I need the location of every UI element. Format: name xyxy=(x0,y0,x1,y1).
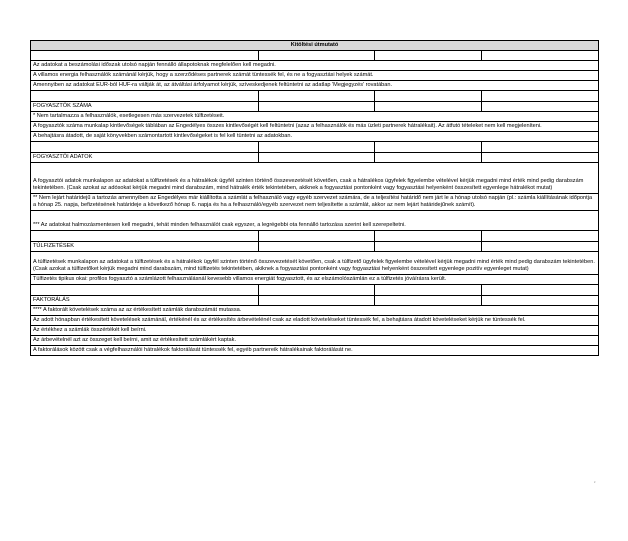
section-title: FAKTORÁLÁS xyxy=(31,296,259,305)
fogyasztoi-text: A fogyasztói adatok munkalapon az adatokat a túlfizetések és a hátralékok ügyfél szinten történő összevezetését követően, csak a hátralékos ügyfelek figyelembe vételével kérjük megadni mind érték mind pedig darabszám tekintetében. (Csak azokat az adósokat kérjük megadni mind darabszám, mind hátralék érték tekintetében, akiknek a fogyasztási pontonként vagy fogyasztási helyenként összesített egyenlege hátralékot mutat) xyxy=(33,178,584,191)
fogyasztoi-text: *** Az adatokat halmozásmentesen kell megadni, tehát minden felhasználót csak egyszer, a legrégebbi ota fennálló tartozása szerint kell szerepeltetni. xyxy=(33,222,406,228)
tulfizetesek-text: A túlfizetések munkalapon az adatokat a túlfizetések és a hátralékok ügyfél szinten történő összevezetését követően, csak a túlfizető ügyfelek figyelembe vételével kérjük megadni mind érték mind pedig darabszám tekintetében. (Csak azokat a túlfizetőket kérjük megadni mind darabszám, mind túlfizetés tekintetében, akiknek a fogyasztási pontonként vagy fogyasztási helyenként összesített egyenlege pozitív egyenleget mutat) xyxy=(33,259,595,272)
fogyasztoi-line: ** Nem lejárt határidejű a tartozás amennyiben az Engedélyes már kiállította a számlát a felhasználó vagy egyéb szervezet számára, de a teljesítési határidő nem járt le a hónap utolsó napján (pl.: számla kiállításának időpontja a hónap 25. napja, befizetésének határideje a következő hónap 6. napja és ha a felhasználó/egyéb szervezet nem teljesítette a számlát, akkor az nem lejárt határidejűnek számít). xyxy=(33,195,593,208)
instructions-sheet xyxy=(30,40,599,356)
section-title: FOGYASZTÓI ADATOK xyxy=(31,153,259,162)
tulfizetesek-line: Túlfizetés tipikus okai: profilos fogyasztó a számlázott felhasználásnál kevesebb villamos energiát fogyasztott, és az elszámolószámlán ez a túlfizetés jóváírásra került. xyxy=(33,276,447,282)
tulfizetesek-line xyxy=(31,252,598,274)
section-header-tulfizetesek xyxy=(31,242,598,252)
faktoralas-line: **** A faktorált követelések száma az az értékesített számlák darabszámát mutassa. xyxy=(33,307,242,313)
section-header-fogyasztoi xyxy=(31,153,598,163)
tulfizetesek-row xyxy=(31,275,598,285)
faktoralas-row xyxy=(31,336,598,346)
blank-row xyxy=(31,142,598,153)
fogyasztoi-line xyxy=(31,211,598,230)
intro-row xyxy=(31,71,598,81)
fogyasztoi-row xyxy=(31,163,598,194)
intro-line: Amennyiben az adatokat EUR-ból HUF-ra váltják át, az átváltási árfolyamot kérjük, szíveskedjenek feltüntetni az adatlap 'Megjegyzés' rovatában. xyxy=(33,82,393,88)
blank-row xyxy=(31,91,598,102)
section-header-fogyasztok xyxy=(31,102,598,112)
faktoralas-row xyxy=(31,306,598,316)
fogyasztok-line: A fogyasztók száma munkalap kintlevőségek táblában az Engedélyes összes kintlevőségét kell feltüntetni (azaz a felhasználók és más üzleti partnerek hátralékait). Az átfutó tételeket nem kell megjeleníteni. xyxy=(33,123,542,129)
faktoralas-line: Az értékhez a számlák összértékét kell beírni. xyxy=(33,327,147,333)
faktoralas-row xyxy=(31,316,598,326)
fogyasztok-row xyxy=(31,132,598,142)
intro-line: Az adatokat a beszámolási időszak utolsó napján fennálló állapotoknak megfelelően kell megadni. xyxy=(33,62,276,68)
blank-row xyxy=(31,51,598,61)
faktoralas-line: Az adott hónapban értékesített követelések számánál, értékénél és az értékesítés árbevételénél csak az eladott követeléseket tüntessék fel, a behajtásra átadott követeléseket kérjük ne tüntessék fel. xyxy=(33,317,526,323)
page-marker: ir xyxy=(594,480,596,484)
fogyasztoi-row xyxy=(31,194,598,211)
intro-row xyxy=(31,81,598,91)
intro-line: A villamos energia felhasználók számánál kérjük, hogy a szerződéses partnerek számát tüntessék fel, és ne a fogyasztási helyek számát. xyxy=(33,72,374,78)
fogyasztok-row xyxy=(31,112,598,122)
tulfizetesek-row xyxy=(31,252,598,275)
blank-row xyxy=(31,231,598,242)
section-header-faktoralas xyxy=(31,296,598,306)
faktoralas-row xyxy=(31,326,598,336)
sheet-title-row xyxy=(31,41,598,51)
section-title: TÚLFIZETÉSEK xyxy=(31,242,259,251)
sheet-title: Kitöltési útmutató xyxy=(290,42,339,48)
blank-row xyxy=(31,285,598,296)
fogyasztok-line: A behajtásra átadott, de saját könyvekben számontartott kintlevőségeket is fel kell tüntetni az adatokban. xyxy=(33,133,293,139)
faktoralas-line: A faktorálások között csak a végfelhasználói hátralékok faktorálását tüntessék fel, egyéb partnereik hátralékainak faktorálását ne. xyxy=(33,347,353,353)
fogyasztoi-line xyxy=(31,163,598,193)
faktoralas-row xyxy=(31,346,598,356)
fogyasztoi-row xyxy=(31,211,598,231)
section-title: FOGYASZTÓK SZÁMA xyxy=(31,102,259,111)
faktoralas-line: Az árbevételnél azt az összeget kell beírni, amit az értékesített számlákért kaptak. xyxy=(33,337,237,343)
fogyasztok-row xyxy=(31,122,598,132)
intro-row xyxy=(31,61,598,71)
fogyasztok-line: * Nem tartalmazza a felhasználók, esetlegesen más szervezetek túlfizetéseit. xyxy=(33,113,225,119)
